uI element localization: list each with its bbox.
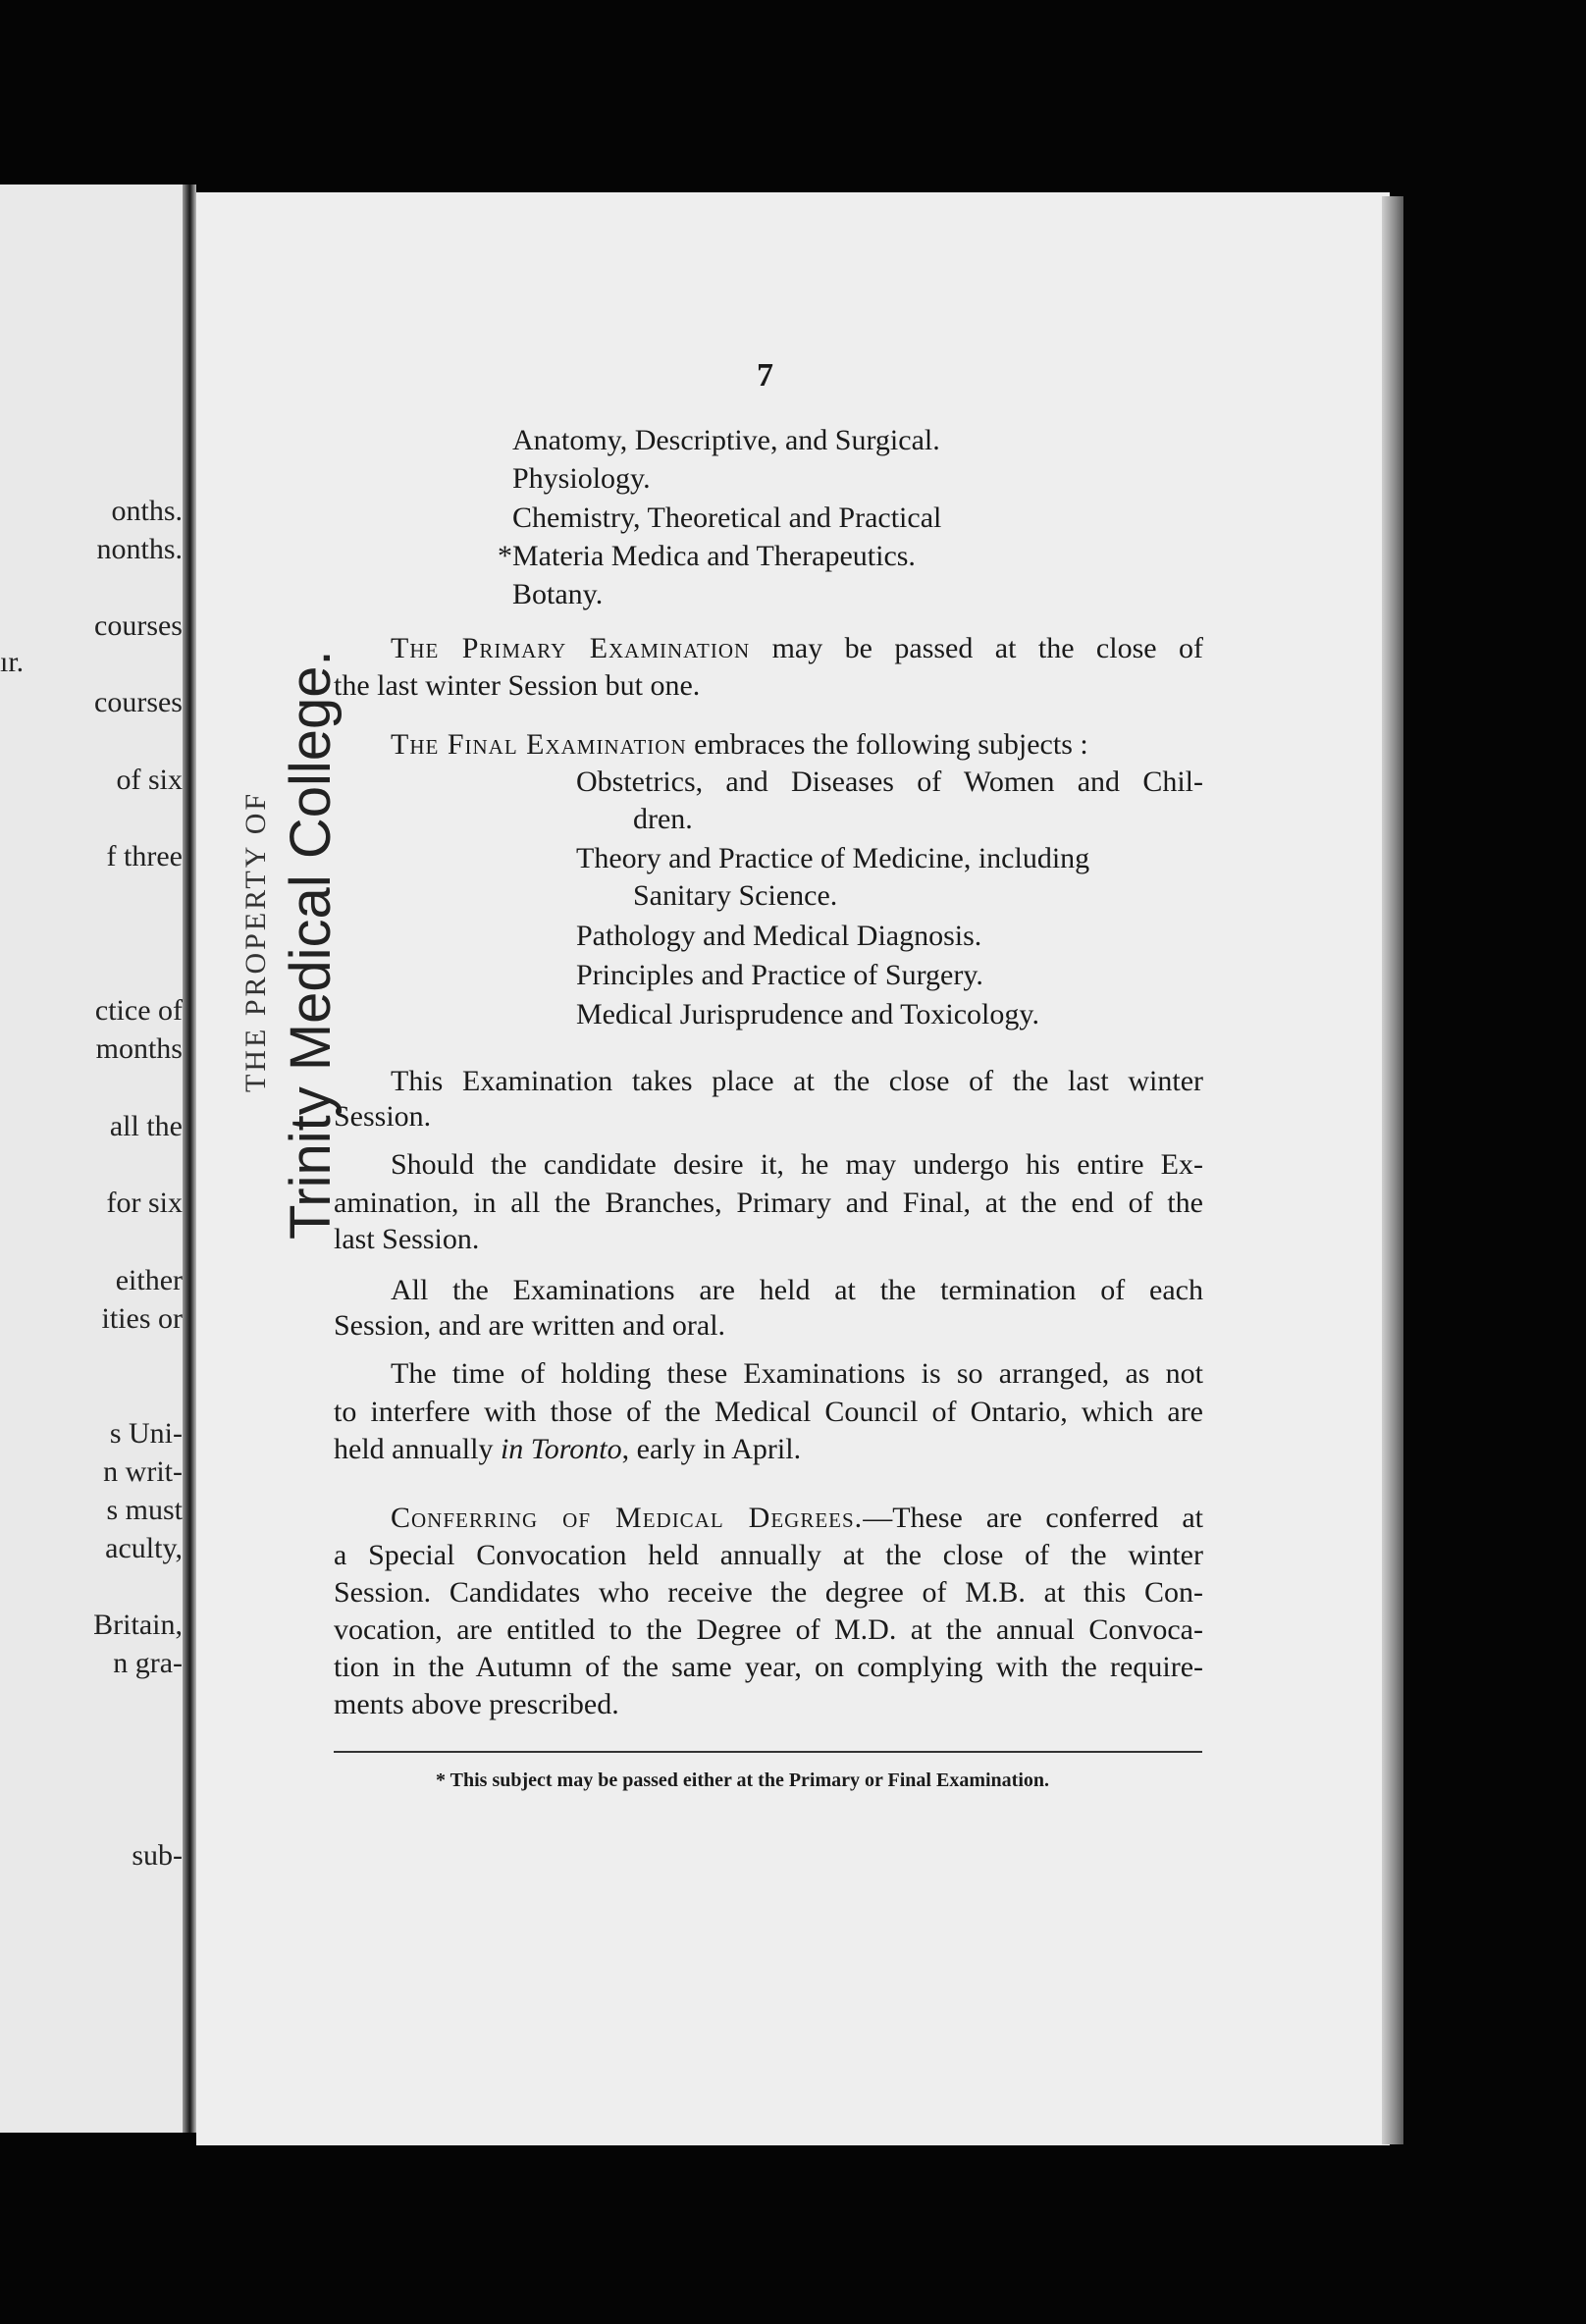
primary-exam-line: the last winter Session but one. — [334, 669, 701, 702]
conferring-line: ments above prescribed. — [334, 1688, 619, 1720]
left-page — [0, 185, 196, 2133]
paragraph-line: This Examination takes place at the close of the last winter — [391, 1065, 1203, 1097]
subject-item: Anatomy, Descriptive, and Surgical. — [512, 424, 940, 456]
left-fragment: for six — [106, 1187, 183, 1219]
conferring-line: tion in the Autumn of the same year, on complying with the require- — [334, 1651, 1203, 1683]
paragraph-line: amination, in all the Branches, Primary and Final, at the end of the — [334, 1187, 1203, 1219]
paragraph-line: All the Examinations are held at the termination of each — [391, 1274, 1203, 1306]
left-fragment: either — [115, 1264, 183, 1296]
final-subject: Principles and Practice of Surgery. — [576, 959, 983, 991]
left-fragment: of six — [116, 764, 183, 796]
final-subject: Sanitary Science. — [633, 879, 838, 912]
left-fragment: ır. — [0, 646, 25, 678]
left-fragment: all the — [109, 1110, 183, 1142]
left-fragment: sub- — [132, 1839, 183, 1872]
left-fragment: onths. — [111, 495, 183, 527]
subject-item: *Materia Medica and Therapeutics. — [498, 540, 916, 572]
left-fragment: Britain, — [93, 1609, 183, 1641]
final-exam-intro: The Final Examination embraces the following subjects : — [391, 728, 1088, 761]
paragraph-line: held annually in Toronto, early in April. — [334, 1433, 802, 1465]
paragraph-line: Session. — [334, 1100, 432, 1133]
primary-exam-line: The Primary Examination may be passed at the close of — [391, 632, 1203, 664]
paragraph-line: to interfere with those of the Medical Council of Ontario, which are — [334, 1396, 1203, 1428]
book-gutter — [183, 185, 196, 2133]
final-exam-heading: The Final Examination — [391, 728, 687, 761]
page-number: 7 — [757, 357, 773, 394]
stamp-line-property: THE PROPERTY OF — [239, 790, 272, 1092]
paragraph-line: Should the candidate desire it, he may undergo his entire Ex- — [391, 1148, 1203, 1181]
final-subject: Obstetrics, and Diseases of Women and Chil- — [576, 766, 1203, 798]
left-fragment: aculty, — [105, 1532, 183, 1564]
footnote: * This subject may be passed either at the Primary or Final Examination. — [436, 1769, 1049, 1791]
final-subject: Theory and Practice of Medicine, including — [576, 842, 1090, 874]
left-fragment: courses — [94, 686, 183, 718]
stamp-line-college: Trinity Medical College. — [279, 650, 343, 1240]
conferring-line: Session. Candidates who receive the degree of M.B. at this Con- — [334, 1576, 1203, 1609]
conferring-heading: Conferring of Medical Degrees. — [391, 1502, 864, 1534]
final-subject: Medical Jurisprudence and Toxicology. — [576, 998, 1039, 1030]
left-fragment: s Uni- — [109, 1417, 183, 1450]
paragraph-line: last Session. — [334, 1223, 480, 1255]
left-fragment: ctice of — [94, 994, 183, 1027]
final-subject: Pathology and Medical Diagnosis. — [576, 920, 982, 952]
library-stamp — [214, 584, 351, 1241]
left-fragment: months — [95, 1032, 183, 1065]
left-fragment: n writ- — [103, 1455, 183, 1488]
left-fragment: s must — [106, 1494, 183, 1526]
conferring-line: vocation, are entitled to the Degree of M.D. at the annual Convoca- — [334, 1613, 1203, 1646]
left-fragment: f three — [106, 840, 183, 872]
page-edge — [1382, 196, 1403, 2144]
left-fragment: nonths. — [96, 533, 183, 565]
subject-item: Chemistry, Theoretical and Practical — [512, 502, 942, 534]
paragraph-line: Session, and are written and oral. — [334, 1309, 726, 1342]
conferring-line: a Special Convocation held annually at the close of the winter — [334, 1539, 1203, 1571]
left-fragment: n gra- — [113, 1647, 183, 1679]
left-fragment: ities or — [101, 1302, 183, 1335]
final-subject: dren. — [633, 803, 693, 835]
subject-item: Physiology. — [512, 462, 651, 495]
left-fragment: courses — [94, 609, 183, 642]
conferring-line: Conferring of Medical Degrees.—These are conferred at — [391, 1502, 1203, 1534]
paragraph-line: The time of holding these Examinations is so arranged, as not — [391, 1357, 1203, 1390]
toronto-italic: in Toronto — [500, 1433, 622, 1465]
subject-item: Botany. — [512, 578, 604, 610]
footnote-rule — [334, 1751, 1202, 1753]
primary-exam-heading: The Primary Examination — [391, 632, 751, 664]
